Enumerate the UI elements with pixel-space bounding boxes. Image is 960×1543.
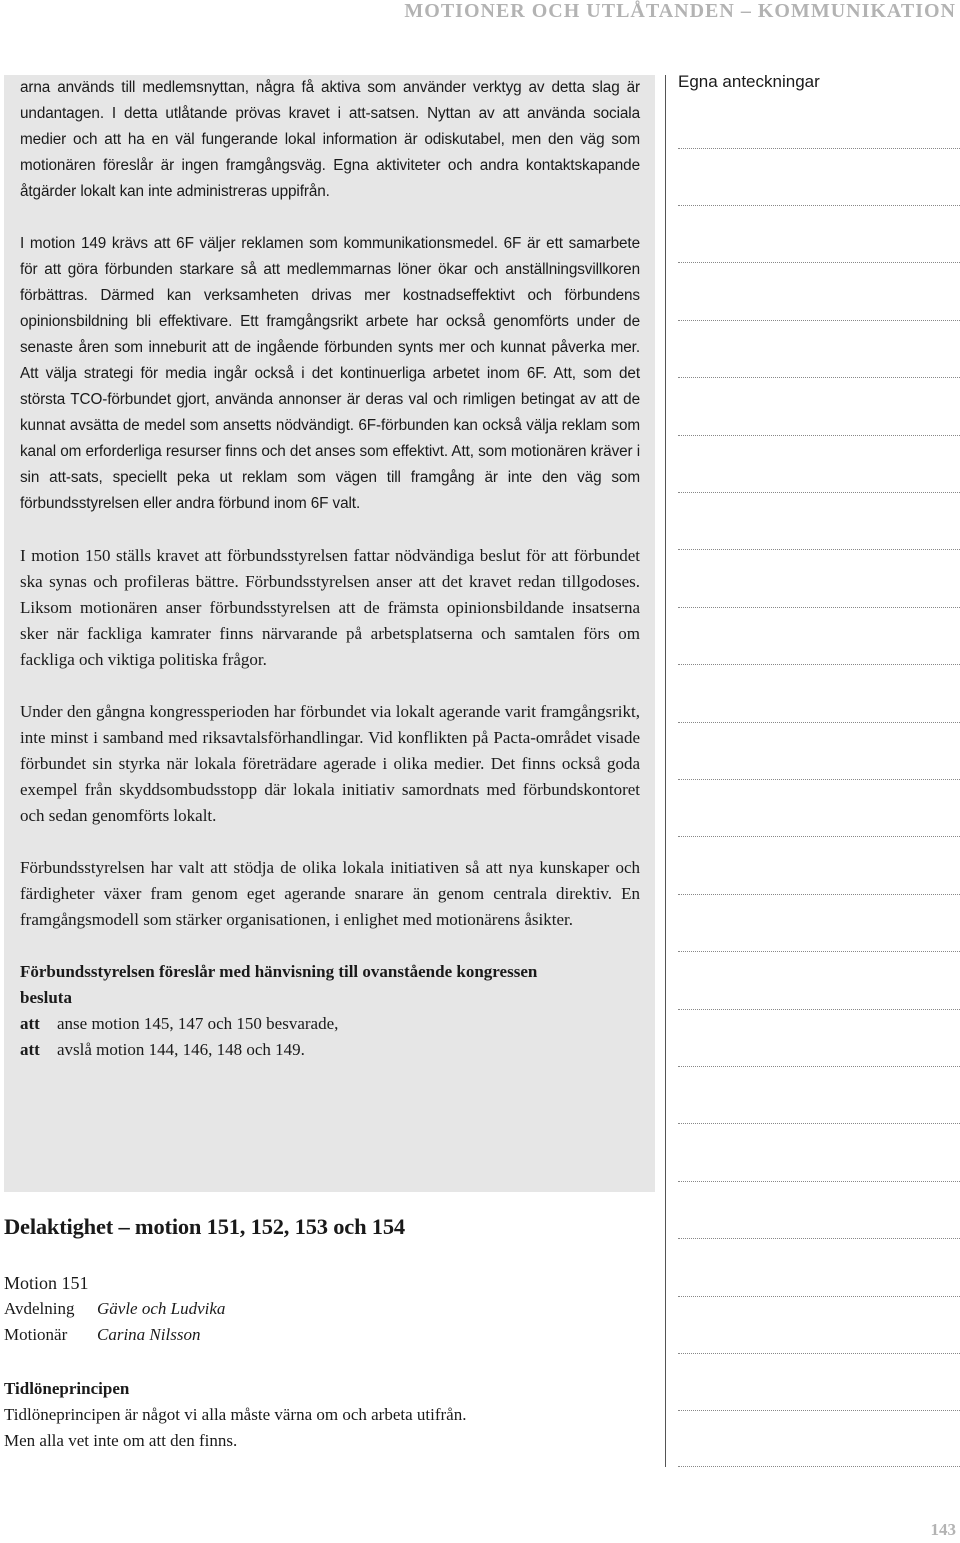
decision-intro: Förbundsstyrelsen föreslår med hänvisning till ovanstående kongressen besluta — [20, 962, 538, 1007]
avdelning-label: Avdelning — [4, 1299, 75, 1318]
board-decision — [20, 959, 640, 1063]
running-header: MOTIONER OCH UTLÅTANDEN – KOMMUNIKATION — [404, 0, 956, 22]
notes-line — [678, 1181, 960, 1182]
notes-line — [678, 262, 960, 263]
paragraph-2: I motion 149 krävs att 6F väljer reklamen som kommunikationsmedel. 6F är ett samarbete för att göra förbunden starkare så att medlemmarnas löner ökar och anställningsvillkoren förbättras. Därmed kan verksamheten drivas mer kostnadseffektivt och förbundens opinionsbildning bli effektivare. Ett framgångsrikt arbete har också genomförts under de senaste åren som inneburit att de ingående förbunden synts mer och kunnat påverka mer. Att välja strategi för media ingår också i det kontinuerliga arbetet inom 6F. Att, som det största TCO-förbundet gjort, använda annonser är deras val och rimligen betingat av att de kunnat avsätta de medel som ansetts nödvändigt. 6F-förbunden kan också välja reklam som kanal om erforderliga resurser finns och det anses som effektivt. Att, som motionären kräver i sin att-sats, speciellt peka ut reklam som vägen till framgång är inte den väg som förbundsstyrelsen eller andra förbund inom 6F valt. — [20, 235, 640, 512]
margin-divider — [665, 75, 666, 1467]
notes-line — [678, 1296, 960, 1297]
notes-line — [678, 607, 960, 608]
section-title: Delaktighet – motion 151, 152, 153 och 154 — [4, 1214, 405, 1239]
notes-line — [678, 549, 960, 550]
decision-row — [20, 1011, 640, 1037]
notes-line — [678, 1466, 960, 1467]
notes-line — [678, 664, 960, 665]
notes-line — [678, 320, 960, 321]
notes-line — [678, 1353, 960, 1354]
notes-line — [678, 1066, 960, 1067]
motion-line: Tidlöneprincipen är något vi alla måste värna om och arbeta utifrån. — [4, 1405, 467, 1424]
motion-body — [4, 1376, 624, 1454]
notes-line — [678, 148, 960, 149]
notes-line — [678, 779, 960, 780]
motionar-value: Carina Nilsson — [97, 1325, 201, 1344]
notes-line — [678, 1123, 960, 1124]
decision-text: avslå motion 144, 146, 148 och 149. — [57, 1040, 305, 1059]
notes-line — [678, 836, 960, 837]
statement-text — [20, 75, 640, 1063]
notes-line — [678, 722, 960, 723]
paragraph-5: Förbundsstyrelsen har valt att stödja de olika lokala initiativen så att nya kunskaper och färdigheter växer fram genom eget agerande snarare än genom centrala direktiv. En framgångsmodell som stärker organisationen, i enlighet med motionärens åsikter. — [20, 858, 640, 929]
motion-header — [4, 1270, 225, 1348]
notes-line — [678, 894, 960, 895]
notes-line — [678, 435, 960, 436]
notes-line — [678, 951, 960, 952]
notes-line — [678, 1009, 960, 1010]
decision-keyword: att — [20, 1014, 40, 1033]
motion-meta-row — [4, 1296, 225, 1322]
decision-keyword: att — [20, 1040, 40, 1059]
notes-line — [678, 1410, 960, 1411]
notes-line — [678, 1238, 960, 1239]
decision-text: anse motion 145, 147 och 150 besvarade, — [57, 1014, 339, 1033]
paragraph-1: arna används till medlemsnyttan, några få aktiva som använder verktyg av detta slag är undantagen. I detta utlåtande prövas kravet i att-satsen. Nyttan av att använda sociala medier och att ha en väl fungerande lokal information är odiskutabel, men den väg som motionären föreslår är ingen framgångsväg. Egna aktiviteter och andra kontaktskapande åtgärder lokalt kan inte administreras uppifrån. — [20, 79, 640, 200]
motion-line: Men alla vet inte om att den finns. — [4, 1431, 238, 1450]
avdelning-value: Gävle och Ludvika — [97, 1299, 226, 1318]
paragraph-4: Under den gångna kongressperioden har förbundet via lokalt agerande varit framgångsrikt, inte minst i samband med riksavtalsförhandlingar. Vid konflikten på Pacta-området visade förbundet sin styrka när lokala företrädare agerade i olika medier. Det finns också goda exempel från skyddsombudsstopp där lokala initiativ samordnats med förbundskontoret och sedan genomförts lokalt. — [20, 702, 640, 825]
notes-title: Egna anteckningar — [678, 72, 820, 91]
notes-line — [678, 205, 960, 206]
motion-title: Motion 151 — [4, 1273, 89, 1293]
motion-subtitle: Tidlöneprincipen — [4, 1379, 130, 1398]
motionar-label: Motionär — [4, 1325, 68, 1344]
notes-line — [678, 492, 960, 493]
page-number: 143 — [930, 1520, 956, 1539]
decision-row — [20, 1037, 640, 1063]
notes-line — [678, 377, 960, 378]
paragraph-3: I motion 150 ställs kravet att förbundsstyrelsen fattar nödvändiga beslut för att förbundet ska synas och profileras bättre. Förbundsstyrelsen anser att det kravet redan tillgodoses. Liksom motionären anser förbundsstyrelsen att de främsta opinionsbildande insatserna sker när fackliga kamrater finns närvarande på arbetsplatserna och samtalen förs om fackliga och viktiga politiska frågor. — [20, 546, 640, 669]
motion-meta-row — [4, 1322, 225, 1348]
